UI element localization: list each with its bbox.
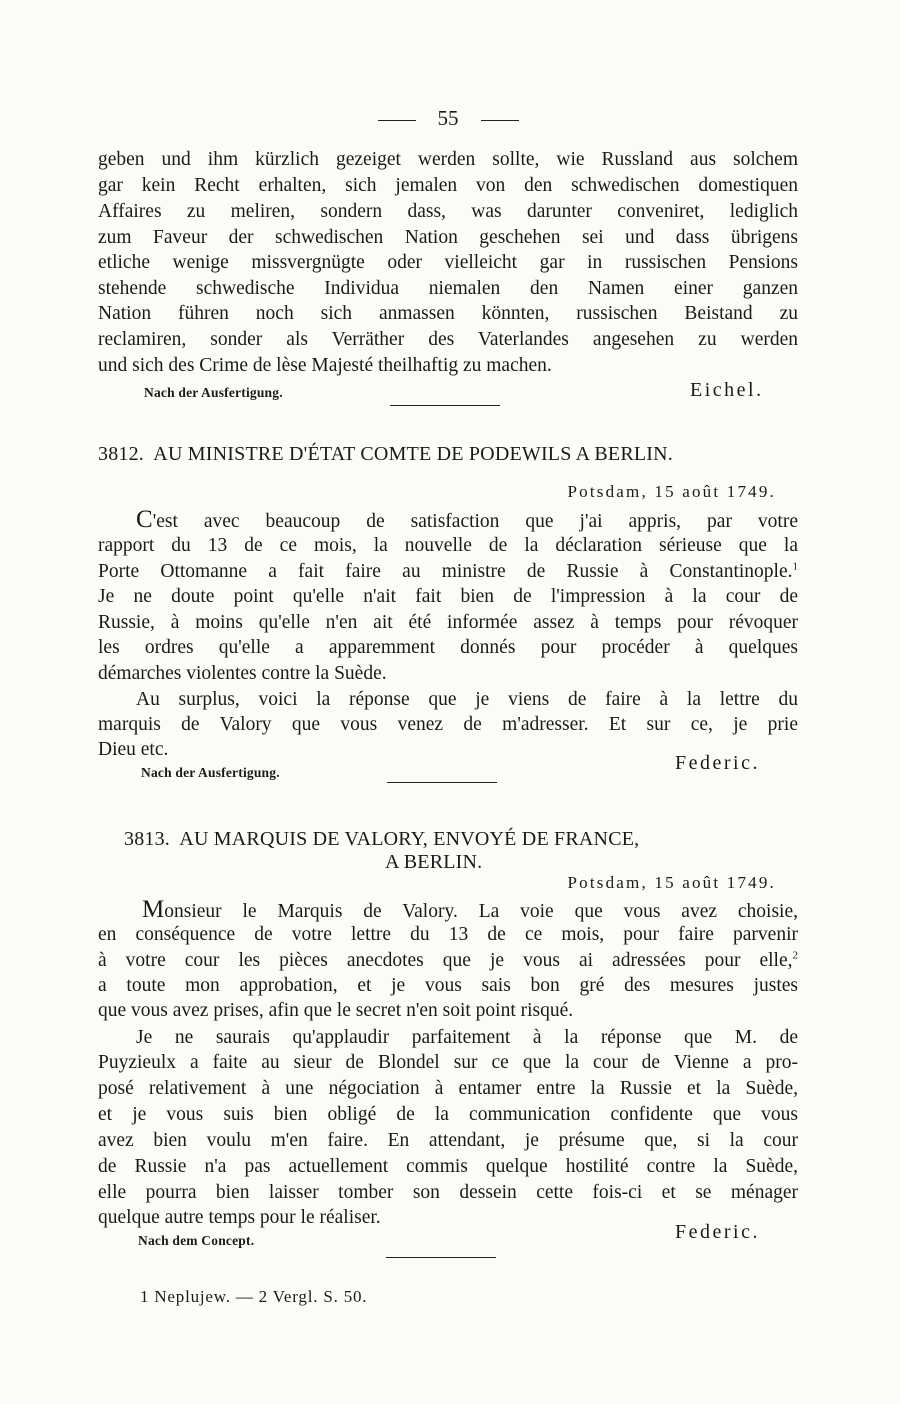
section-divider bbox=[387, 782, 497, 783]
body-line: elle pourra bien laisser tomber son dessein cette fois-ci et se ménager bbox=[98, 1182, 798, 1203]
letter-number: 3813. bbox=[124, 828, 170, 850]
body-line: geben und ihm kürzlich gezeiget werden sollte, wie Russland aus solchem bbox=[98, 149, 798, 170]
body-line: Russie, à moins qu'elle n'en ait été informée assez à temps pour révoquer bbox=[98, 612, 798, 633]
letter-title-line2: A BERLIN. bbox=[385, 851, 483, 873]
letter-heading bbox=[98, 443, 798, 466]
body-line: de Russie n'a pas actuellement commis quelque hostilité contre la Suède, bbox=[98, 1156, 798, 1177]
body-line: Porte Ottomanne a fait faire au ministre de Russie à Constantinople.$^1$ bbox=[98, 560, 798, 582]
body-line: en conséquence de votre lettre du 13 de ce mois, pour faire parvenir bbox=[98, 924, 798, 945]
page-header bbox=[98, 103, 798, 133]
header-dash-right bbox=[481, 120, 519, 121]
body-line: marquis de Valory que vous venez de m'adresser. Et sur ce, je prie bbox=[98, 714, 798, 735]
signature: Federic. bbox=[675, 1221, 760, 1243]
body-line: Affaires zu meliren, sondern dass, was darunter conveniret, lediglich bbox=[98, 201, 798, 222]
section-divider bbox=[386, 1257, 496, 1258]
body-line: les ordres qu'elle a apparemment donnés pour procéder à quelques bbox=[98, 637, 798, 658]
body-line: Au surplus, voici la réponse que je viens de faire à la lettre du bbox=[136, 689, 798, 710]
body-line: Nation führen noch sich anmassen könnten, russischen Beistand zu bbox=[98, 303, 798, 324]
source-note: Nach dem Concept. bbox=[138, 1233, 255, 1248]
source-note: Nach der Ausfertigung. bbox=[144, 385, 283, 400]
body-line: a toute mon approbation, et je vous sais bon gré des mesures justes bbox=[98, 975, 798, 996]
body-line: Puyzieulx a faite au sieur de Blondel sur ce que la cour de Vienne a pro- bbox=[98, 1052, 798, 1073]
body-line: Je ne saurais qu'applaudir parfaitement à la réponse que M. de bbox=[136, 1027, 798, 1048]
body-line: reclamiren, sonder als Verräther des Vaterlandes angesehen zu werden bbox=[98, 329, 798, 350]
body-line: quelque autre temps pour le réaliser. bbox=[98, 1207, 381, 1228]
body-line: démarches violentes contre la Suède. bbox=[98, 663, 387, 684]
body-line: posé relativement à une négociation à entamer entre la Russie et la Suède, bbox=[98, 1078, 798, 1099]
body-line: etliche wenige missvergnügte oder vielleicht gar in russischen Pensions bbox=[98, 252, 798, 273]
letter-title: AU MINISTRE D'ÉTAT COMTE DE PODEWILS A BERLIN. bbox=[153, 443, 674, 465]
body-line: Monsieur le Marquis de Valory. La voie que vous avez choisie, bbox=[142, 896, 798, 923]
body-line: C'est avec beaucoup de satisfaction que j'ai appris, par votre bbox=[136, 506, 798, 533]
footnotes: 1 Neplujew. — 2 Vergl. S. 50. bbox=[140, 1287, 368, 1306]
body-line: et je vous suis bien obligé de la communication confidente que vous bbox=[98, 1104, 798, 1125]
footnote-mark: 1 bbox=[792, 560, 798, 573]
signature: Federic. bbox=[675, 752, 760, 774]
letter-date: Potsdam, 15 août 1749. bbox=[567, 482, 776, 501]
letter-number: 3812. bbox=[98, 443, 144, 465]
header-dash-left bbox=[378, 120, 416, 121]
body-line: und sich des Crime de lèse Majesté theilhaftig zu machen. bbox=[98, 355, 552, 376]
letter-date: Potsdam, 15 août 1749. bbox=[567, 873, 776, 892]
drop-cap: C bbox=[136, 506, 153, 533]
letter-title: AU MARQUIS DE VALORY, ENVOYÉ DE FRANCE, bbox=[179, 828, 640, 850]
footnote-mark: 2 bbox=[792, 949, 798, 962]
body-line: zum Faveur der schwedischen Nation geschehen sei und dass übrigens bbox=[98, 227, 798, 248]
source-note: Nach der Ausfertigung. bbox=[141, 765, 280, 780]
letter-heading bbox=[124, 828, 804, 851]
body-line: gar kein Recht erhalten, sich jemalen von den schwedischen domestiquen bbox=[98, 175, 798, 196]
body-line: Dieu etc. bbox=[98, 739, 169, 760]
body-line: que vous avez prises, afin que le secret n'en soit point risqué. bbox=[98, 1000, 574, 1021]
signature: Eichel. bbox=[690, 379, 764, 401]
page-number: 55 bbox=[437, 106, 459, 130]
body-line: avez bien voulu m'en faire. En attendant, je présume que, si la cour bbox=[98, 1130, 798, 1151]
body-line: à votre cour les pièces anecdotes que je vous ai adressées pour elle,$^2$ bbox=[98, 949, 798, 971]
body-line: stehende schwedische Individua niemalen den Namen einer ganzen bbox=[98, 278, 798, 299]
section-divider bbox=[390, 405, 500, 406]
drop-cap: M bbox=[142, 896, 165, 923]
body-line: Je ne doute point qu'elle n'ait fait bien de l'impression à la cour de bbox=[98, 586, 798, 607]
body-line: rapport du 13 de ce mois, la nouvelle de la déclaration sérieuse que la bbox=[98, 535, 798, 556]
